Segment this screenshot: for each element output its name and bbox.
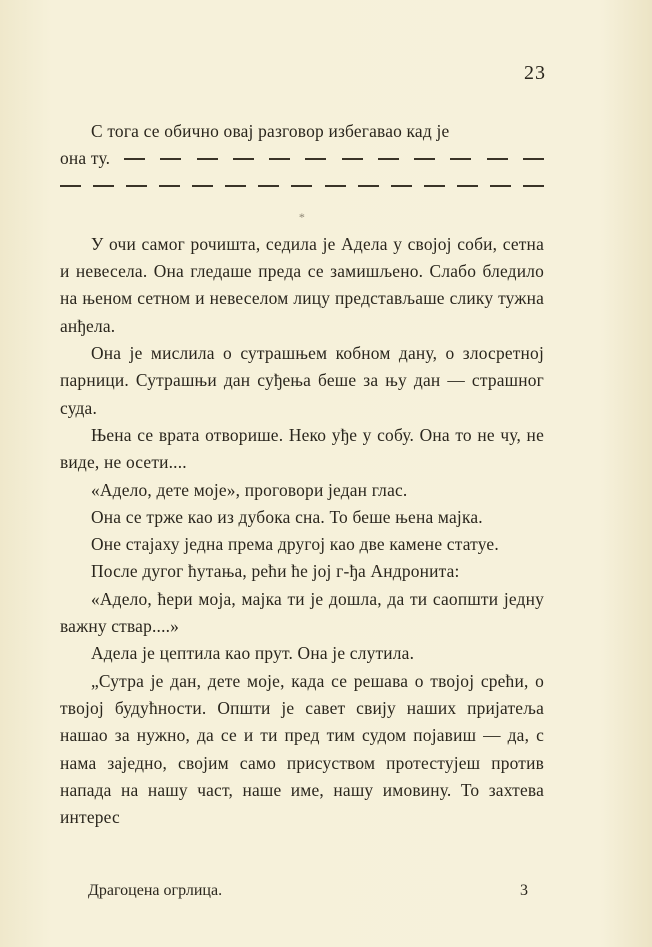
opening-line: С тога се обично овај разговор избегавао кад је (91, 121, 450, 141)
signature-mark: 3 (520, 882, 528, 899)
paragraphs (60, 231, 544, 832)
paragraph: После дугог ћутања, рећи ће јој г-ђа Андронита: (91, 561, 460, 582)
page-footer (88, 882, 528, 900)
paragraph: „Сутра је дан, дете моје, када се решава о твојој срећи, о твојој будућности. Општи је савет свију наших пријатеља нашао за нужно, да се и ти пред тим судом појавиш — да, с нама заједно, својим само присуством протестујеш против напада на нашу част, наше име, нашу имовину. То захтева интерес (60, 670, 544, 828)
paragraph: «Адело, ћери моја, мајка ти је дошла, да ти саопшти једну важну ствар....» (60, 588, 544, 637)
paragraph: Она је мислила о сутрашњем кобном дану, о злосретној парници. Сутрашњи дан суђења беше за њу дан — страшног суда. (60, 343, 544, 418)
opening-line-end: она ту. (60, 148, 111, 169)
paragraph: Адела је цептила као прут. Она је слутила. (91, 643, 415, 664)
paragraph: Њена се врата отворише. Неко уђе у собу. Она то не чу, не виде, не осети.... (60, 424, 544, 473)
paragraph: «Адело, дете моје», проговори један глас. (91, 479, 408, 500)
body-text (60, 118, 544, 831)
paragraph: Она се трже као из дубока сна. То беше њена мајка. (91, 506, 483, 527)
dash-rule (124, 145, 544, 172)
opening-end-line (60, 145, 544, 172)
paragraph: У очи самог рочишта, седила је Адела у својој соби, сетна и невесела. Она гледаше преда се замишљено. Слабо бледило на њеном сетном и невеселом лицу представљаше слику тужна анђела. (60, 233, 544, 336)
dash-rule (60, 173, 544, 200)
page-number: 23 (524, 62, 546, 84)
footer-title: Драгоцена огрлица. (88, 882, 223, 899)
paragraph: Оне стајаху једна према другој као две камене статуе. (91, 534, 499, 555)
section-ornament: * (298, 209, 306, 224)
